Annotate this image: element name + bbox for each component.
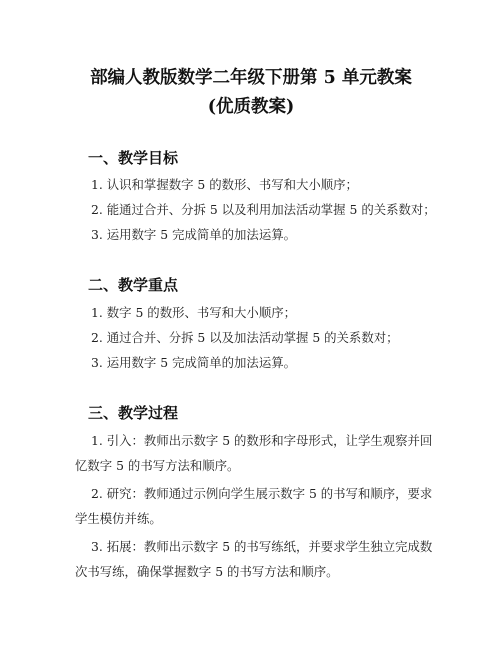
objective-item: 3. 运用数字 5 完成简单的加法运算。 [91, 227, 296, 242]
key-point-item: 3. 运用数字 5 完成简单的加法运算。 [91, 355, 296, 370]
objective-item: 2. 能通过合并、分拆 5 以及利用加法活动掌握 5 的关系数对； [91, 202, 436, 217]
title-line-1: 部编人教版数学二年级下册第 5 单元教案 [90, 68, 412, 88]
process-paragraph-line: 学生模仿并练。 [75, 511, 162, 526]
section-heading-process: 三、教学过程 [88, 404, 179, 422]
process-paragraph-line: 2. 研究：教师通过示例向学生展示数字 5 的书写和顺序，要求 [91, 486, 433, 501]
process-paragraph-line: 1. 引入：教师出示数字 5 的数形和字母形式，让学生观察并回 [91, 433, 433, 448]
process-paragraph-line: 忆数字 5 的书写方法和顺序。 [75, 458, 240, 473]
title-line-2: (优质教案) [207, 97, 295, 117]
key-point-item: 1. 数字 5 的数形、书写和大小顺序； [91, 305, 296, 320]
process-paragraph-line: 次书写练，确保掌握数字 5 的书写方法和顺序。 [75, 564, 339, 579]
process-paragraph-line: 3. 拓展：教师出示数字 5 的书写练纸，并要求学生独立完成数 [91, 539, 433, 554]
section-heading-key-points: 二、教学重点 [88, 276, 179, 294]
section-heading-objectives: 一、教学目标 [88, 149, 179, 167]
objective-item: 1. 认识和掌握数字 5 的数形、书写和大小顺序； [91, 177, 358, 192]
key-point-item: 2. 通过合并、分拆 5 以及加法活动掌握 5 的关系数对； [91, 330, 399, 345]
